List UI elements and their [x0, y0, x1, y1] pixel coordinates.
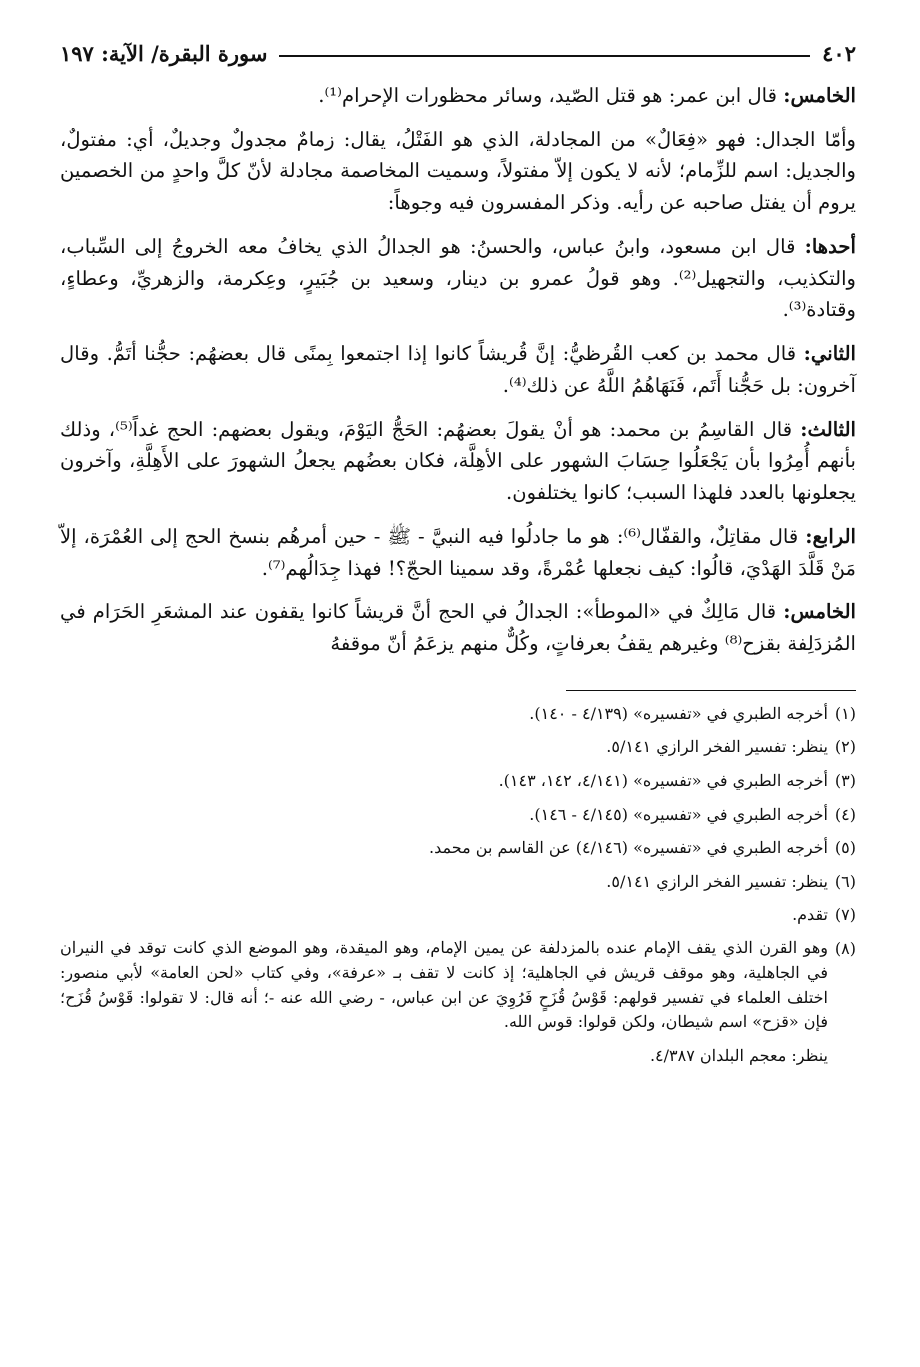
paragraph: [60, 124, 856, 219]
footnote-text: ينظر: معجم البلدان ٤/٣٨٧.: [649, 1046, 828, 1066]
paragraph-lead: الرابع:: [805, 524, 857, 548]
paragraph: [60, 521, 856, 584]
footnote-text: ينظر: تفسير الفخر الرازي ٥/١٤١.: [606, 737, 828, 757]
footnote-text: ينظر: تفسير الفخر الرازي ٥/١٤١.: [606, 871, 828, 891]
footnote-number: (٢): [834, 737, 856, 757]
page-number: ٤٠٢: [822, 40, 856, 66]
footnote-number: (٧): [834, 905, 856, 925]
footnote: [60, 734, 856, 760]
paragraph: [60, 80, 856, 112]
paragraph-lead: الخامس:: [783, 600, 856, 624]
paragraph-text: وأمّا الجدال: فهو «فِعَالٌ» من المجادلة، الذي هو الفَتْلُ، يقال: زمامٌ مجدولٌ وجديلٌ، أي: مفتولٌ، والجديل: اسم للزِّمام؛ لأنه لا يكون إلاّ مفتولاً، وسميت المخاصمة مجادلة لأنّ كلَّ واحدٍ من الخصمين يروم أن يفتل صاحبه عن رأيه. وذكر المفسرون فيه وجوهاً:: [60, 127, 856, 215]
footnote: [60, 869, 856, 895]
footnote-text: تقدم.: [792, 905, 828, 925]
paragraph-text: قال مقاتِلٌ، والقفّال⁽⁶⁾: هو ما جادلُوا فيه النبيَّ - ﷺ - حين أمرهُم بنسخ الحج إلى العُمْرَة، إلاّ مَنْ قَلَّدَ الهَدْيَ، قالُوا: كيف نجعلها عُمْرةً، وقد سمينا الحجّ؟! فهذا جِدَالُهم⁽⁷⁾.: [60, 524, 856, 580]
paragraph: [60, 231, 856, 326]
paragraph-text: قال مَالِكٌ في «الموطأ»: الجدالُ في الحج أنَّ قريشاً كانوا يقفون عند المشعَرِ الحَرَام في المُزدَلِفة بقزح⁽⁸⁾ وغيرهم يقفُ بعرفاتٍ، وكُلٌّ منهم يزعَمُ أنّ موقفهُ: [60, 600, 856, 656]
paragraph-text: قال ابن عمر: هو قتل الصّيد، وسائر محظورات الإحرام⁽¹⁾.: [318, 84, 784, 107]
footnote-text: أخرجه الطبري في «تفسيره» (٤/١٤٥ - ١٤٦).: [529, 804, 828, 824]
footnote-separator: [566, 690, 856, 691]
footnote-text: أخرجه الطبري في «تفسيره» (٤/١٣٩ - ١٤٠).: [529, 703, 828, 723]
footnotes: [60, 701, 856, 1069]
paragraph: [60, 338, 856, 401]
footnote-text: وهو القرن الذي يقف الإمام عنده بالمزدلفة عن يمين الإمام، وهو الميقدة، وهو الموضع الذي كانت توقد في النيران في الجاهلية، وهو موقف قريش في الجاهلية؛ إذ كانت لا تقف بـ «عرفة»، وفي كتاب «لحن العامة» لأبي منصور: اختلف العلماء في تفسير قولهم: قَوْسُ قُزَحٍ فَرُوِيَ عن ابن عباس، - رضي الله عنه -؛ أنه قال: لا تقولوا: قَوْسُ قُزَح؛ فإن «قزح» اسم شيطان، ولكن قولوا: قوس الله.: [60, 937, 829, 1032]
paragraph: [60, 596, 856, 659]
footnote-continuation: [60, 1043, 856, 1069]
paragraph-lead: الثاني:: [803, 342, 856, 366]
footnote-text: أخرجه الطبري في «تفسيره» (٤/١٤١، ١٤٢، ١٤٣).: [498, 770, 828, 790]
paragraph-text: قال القاسِمُ بن محمد: هو أنْ يقولَ بعضهُم: الحَجُّ اليَوْمَ، ويقول بعضهم: الحج غداً⁽⁵⁾، وذلك بأنهم أُمِرُوا بأن يَجْعَلُوا حِسَابَ الشهور على الأهِلَّة، فكان بعضُهم يجعلُ الشهورَ على الأَهِلَّةِ، وآخرون يجعلونها بالعدد فلهذا السبب؛ كانوا يختلفون.: [60, 417, 856, 505]
footnote-number: (٨): [834, 938, 856, 958]
footnote-number: (٥): [834, 838, 856, 858]
page-header: [60, 36, 856, 70]
footnote-number: (٣): [834, 770, 856, 790]
footnote-number: (٤): [834, 804, 856, 824]
footnote: [60, 701, 856, 727]
running-title: سورة البقرة/ الآية: ١٩٧: [60, 40, 268, 66]
footnote: [60, 835, 856, 861]
footnote: [60, 902, 856, 928]
footnote: [60, 936, 856, 1035]
header-rule: [279, 55, 810, 57]
paragraph-text: قال محمد بن كعب القُرظيُّ: إنَّ قُريشاً كانوا إذا اجتمعوا بِمنًى قال بعضهُم: حجُّنا أتَمُّ. وقال آخرون: بل حَجُّنا أَتَم، فَنَهَاهُمُ اللَّهُ عن ذلك⁽⁴⁾.: [60, 342, 856, 397]
footnote: [60, 802, 856, 828]
footnote: [60, 768, 856, 794]
paragraph-lead: الثالث:: [800, 417, 856, 441]
footnote-number: (١): [834, 703, 856, 723]
main-text: [60, 80, 856, 660]
footnote-text: أخرجه الطبري في «تفسيره» (٤/١٤٦) عن القاسم بن محمد.: [429, 838, 828, 858]
footnote-number: (٦): [834, 871, 856, 891]
paragraph-text: قال ابن مسعود، وابنُ عباس، والحسنُ: هو الجدالُ الذي يخافُ معه الخروجُ إلى السِّباب، والتكذيب، والتجهيل⁽²⁾. وهو قولُ عمرو بن دينار، وسعيد بن جُبَيرٍ، وعِكرمة، والزهريِّ، وعطاءٍ، وقتادة⁽³⁾.: [60, 234, 856, 322]
paragraph: [60, 414, 856, 509]
paragraph-lead: الخامس:: [783, 84, 856, 107]
paragraph-lead: أحدها:: [804, 234, 856, 258]
